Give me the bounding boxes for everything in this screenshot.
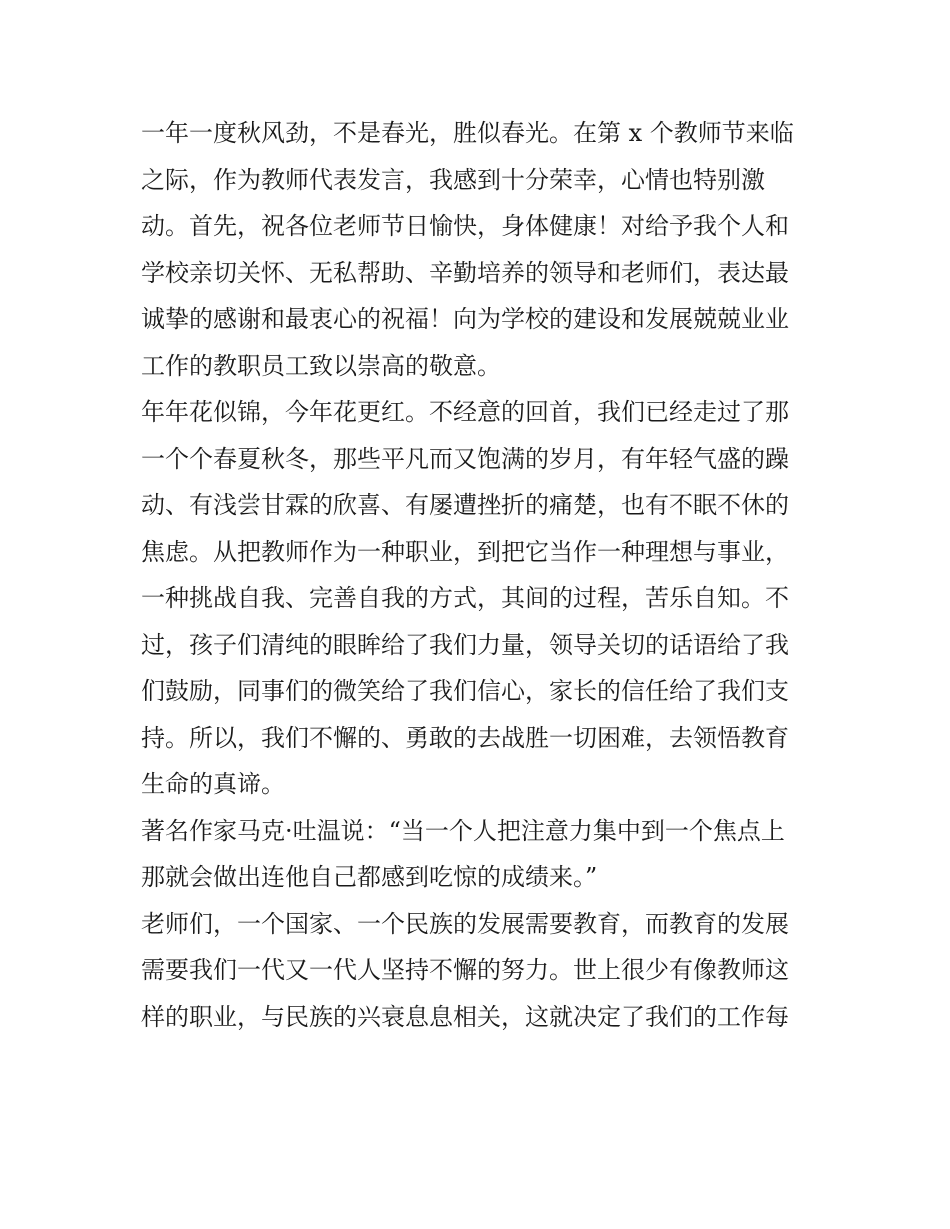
text-line: 之际，作为教师代表发言，我感到十分荣幸，心情也特别激: [141, 165, 765, 194]
text-line: 一个个春夏秋冬，那些平凡而又饱满的岁月，有年轻气盛的躁: [141, 444, 789, 473]
paragraph-2: [141, 389, 813, 808]
text-line: 学校亲切关怀、无私帮助、辛勤培养的领导和老师们，表达最: [141, 258, 789, 287]
text-line: 工作的教职员工致以崇高的敬意。: [141, 351, 501, 380]
paragraph-1: [141, 110, 813, 389]
text-line: 动。首先，祝各位老师节日愉快，身体健康！对给予我个人和: [141, 212, 789, 240]
text-line: 过，孩子们清纯的眼眸给了我们力量，领导关切的话语给了我: [141, 630, 789, 659]
text-line: 样的职业，与民族的兴衰息息相关，这就决定了我们的工作每: [141, 1002, 789, 1031]
text-line: 诚挚的感谢和最衷心的祝福！向为学校的建设和发展兢兢业业: [141, 305, 789, 333]
text-line: 著名作家马克·吐温说：“当一个人把注意力集中到一个焦点上: [141, 816, 785, 845]
paragraph-3: [141, 808, 813, 901]
text-line: 持。所以，我们不懈的、勇敢的去战胜一切困难，去领悟教育: [141, 723, 789, 752]
text-line: 们鼓励，同事们的微笑给了我们信心，家长的信任给了我们支: [141, 677, 789, 705]
text-line: 一种挑战自我、完善自我的方式，其间的过程，苦乐自知。不: [141, 584, 789, 612]
text-line: 焦虑。从把教师作为一种职业，到把它当作一种理想与事业，: [141, 537, 789, 566]
paragraph-4: [141, 901, 813, 1041]
text-line: 动、有浅尝甘霖的欣喜、有屡遭挫折的痛楚，也有不眠不休的: [141, 491, 789, 519]
text-line: 年年花似锦，今年花更红。不经意的回首，我们已经走过了那: [141, 398, 789, 426]
text-line: 生命的真谛。: [141, 770, 285, 798]
text-line: 需要我们一代又一代人坚持不懈的努力。世上很少有像教师这: [141, 956, 789, 984]
text-line: 老师们，一个国家、一个民族的发展需要教育，而教育的发展: [141, 909, 789, 938]
text-line: 一年一度秋风劲，不是春光，胜似春光。在第 x 个教师节来临: [141, 119, 794, 147]
document-body: [141, 110, 813, 1040]
text-line: 那就会做出连他自己都感到吃惊的成绩来。”: [141, 863, 598, 891]
